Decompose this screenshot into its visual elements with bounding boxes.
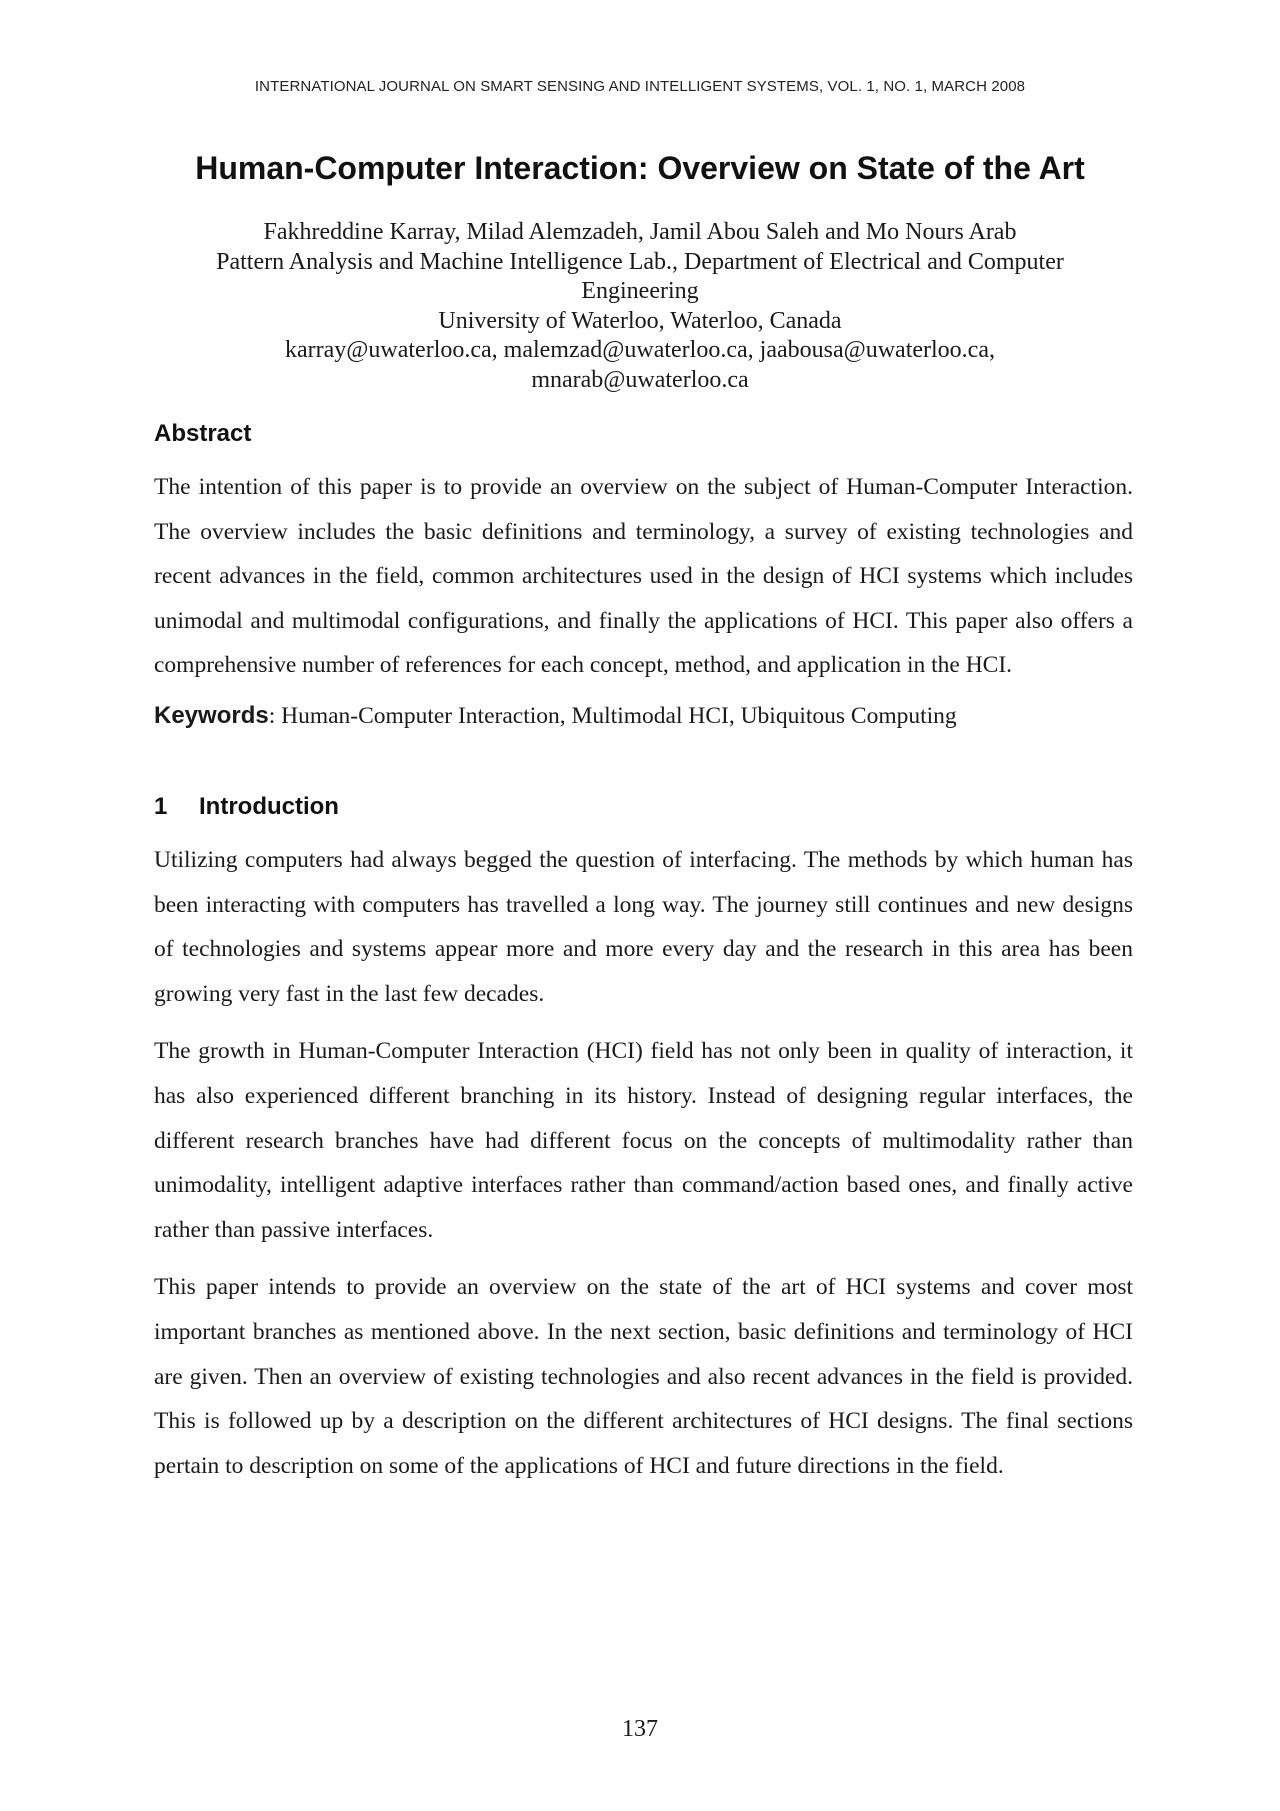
keywords-text: : Human-Computer Interaction, Multimodal HCI, Ubiquitous Computing: [268, 702, 957, 729]
page-number: 137: [622, 1716, 658, 1742]
section-heading-introduction: [154, 793, 1133, 821]
affiliation-line: Pattern Analysis and Machine Intelligence Lab., Department of Electrical and Computer: [216, 248, 1064, 275]
section-title: Introduction: [199, 792, 339, 820]
author-emails: karray@uwaterloo.ca, malemzad@uwaterloo.ca, jaabousa@uwaterloo.ca,: [285, 337, 995, 363]
institution: University of Waterloo, Waterloo, Canada: [438, 307, 842, 334]
body-paragraph: Utilizing computers had always begged the question of interfacing. The methods by which human has been interacting with computers has travelled a long way. The journey still continues and new designs of technologies and systems appear more and more every day and the research in this area has been growing very fast in the last few decades.: [154, 846, 1133, 1007]
keywords-line: [154, 701, 1133, 731]
running-header: INTERNATIONAL JOURNAL ON SMART SENSING AND INTELLIGENT SYSTEMS, VOL. 1, NO. 1, MARCH 2008: [254, 78, 1026, 95]
author-emails: mnarab@uwaterloo.ca: [531, 366, 749, 393]
body-paragraph: This paper intends to provide an overview on the state of the art of HCI systems and cover most important branches as mentioned above. In the next section, basic definitions and terminology of HCI are given. Then an overview of existing technologies and also recent advances in the field is provided. This is followed up by a description on the different architectures of HCI designs. The final sections pertain to description on some of the applications of HCI and future directions in the field.: [154, 1274, 1133, 1479]
paper-title: Human-Computer Interaction: Overview on State of the Art: [195, 150, 1085, 186]
abstract-text: The intention of this paper is to provide an overview on the subject of Human-Computer Interaction. The overview includes the basic definitions and terminology, a survey of existing technologies and recent advances in the field, common architectures used in the design of HCI systems which includes unimodal and multimodal configurations, and finally the applications of HCI. This paper also offers a comprehensive number of references for each concept, method, and application in the HCI.: [154, 474, 1133, 679]
abstract-heading: Abstract: [154, 420, 252, 447]
keywords-label: Keywords: [154, 701, 269, 729]
main-content: [154, 420, 1133, 1488]
affiliation-line: Engineering: [581, 278, 699, 304]
section-number: 1: [154, 792, 168, 820]
author-names: Fakhreddine Karray, Milad Alemzadeh, Jamil Abou Saleh and Mo Nours Arab: [263, 219, 1017, 245]
author-block: [150, 218, 1130, 395]
body-paragraph: The growth in Human-Computer Interaction (HCI) field has not only been in quality of interaction, it has also experienced different branching in its history. Instead of designing regular interfaces, the different research branches have had different focus on the concepts of multimodality rather than unimodality, intelligent adaptive interfaces rather than command/action based ones, and finally active rather than passive interfaces.: [154, 1038, 1133, 1243]
